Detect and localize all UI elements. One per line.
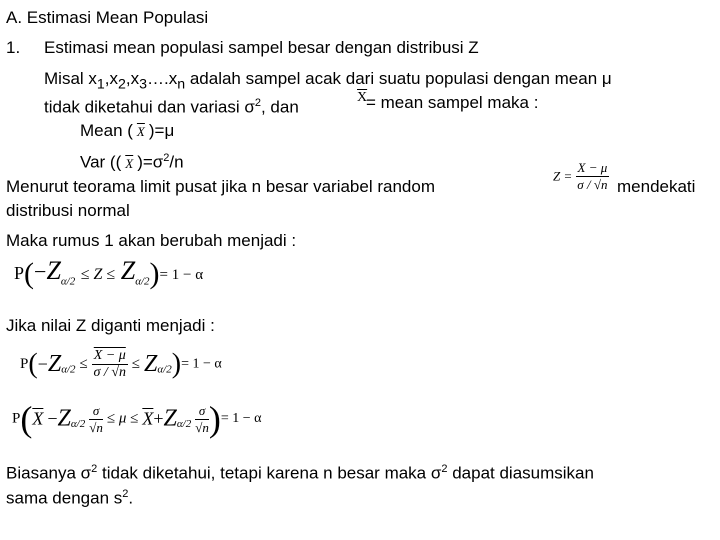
- clt-line-end: mendekati: [617, 177, 696, 196]
- maka-line: Maka rumus 1 akan berubah menjadi :: [6, 231, 297, 250]
- clt-line: Menurut teorama limit pusat jika n besar variabel random: [6, 177, 435, 196]
- xbar-definition: = mean sampel maka :: [366, 93, 539, 112]
- formula-2: $P(-Z_{\alpha/2}$ ≤ $\frac{X - \mu}{\sigma / √n}$ ≤ $Z_{\alpha/2})= 1 - \alpha$: [20, 348, 222, 380]
- formula-3: $P(\overline{X} -Z_{\alpha/2}$ $\frac{\sigma}{√n}$ ≤ $\mu \le \overline{X}+Z_{\alpha/2}$ $\frac{\sigma}{√n}$ )= 1 − α: [12, 399, 262, 439]
- closing-line-1: Biasanya $\sigma^2$ tidak diketahui, tetapi karena n besar maka $\sigma^2$ dapat diasumsikan: [6, 463, 594, 483]
- item-number: 1.: [6, 38, 21, 57]
- variance-line: tidak diketahui dan variasi $\sigma^2$, dan: [44, 97, 299, 117]
- closing-line-2: sama dengan $s^2$.: [6, 488, 134, 508]
- mean-line: Mean ( $\overline{X}$ )=μ: [80, 121, 175, 140]
- jika-line: Jika nilai Z diganti menjadi :: [6, 316, 215, 335]
- xbar-symbol: $\overline{X}$: [357, 90, 368, 105]
- variance-formula-line: Var (( $\overline{X}$ )$=\sigma^2/n$: [80, 152, 184, 172]
- formula-1: $P(-Z_{\alpha/2} \le Z \le Z_{\alpha/2})= 1 - \alpha$: [14, 256, 204, 290]
- section-heading: A. Estimasi Mean Populasi: [6, 8, 209, 27]
- sample-definition-line: Misal $x_1,x_2,x_3\dots.x_n$ adalah sampel acak dari suatu populasi dengan mean μ: [44, 69, 612, 93]
- item-title: Estimasi mean populasi sampel besar dengan distribusi Z: [44, 38, 479, 57]
- normal-distribution-text: distribusi normal: [6, 201, 130, 220]
- z-formula: Z = $\frac{X - \mu}{\sigma / √n}$: [553, 160, 608, 192]
